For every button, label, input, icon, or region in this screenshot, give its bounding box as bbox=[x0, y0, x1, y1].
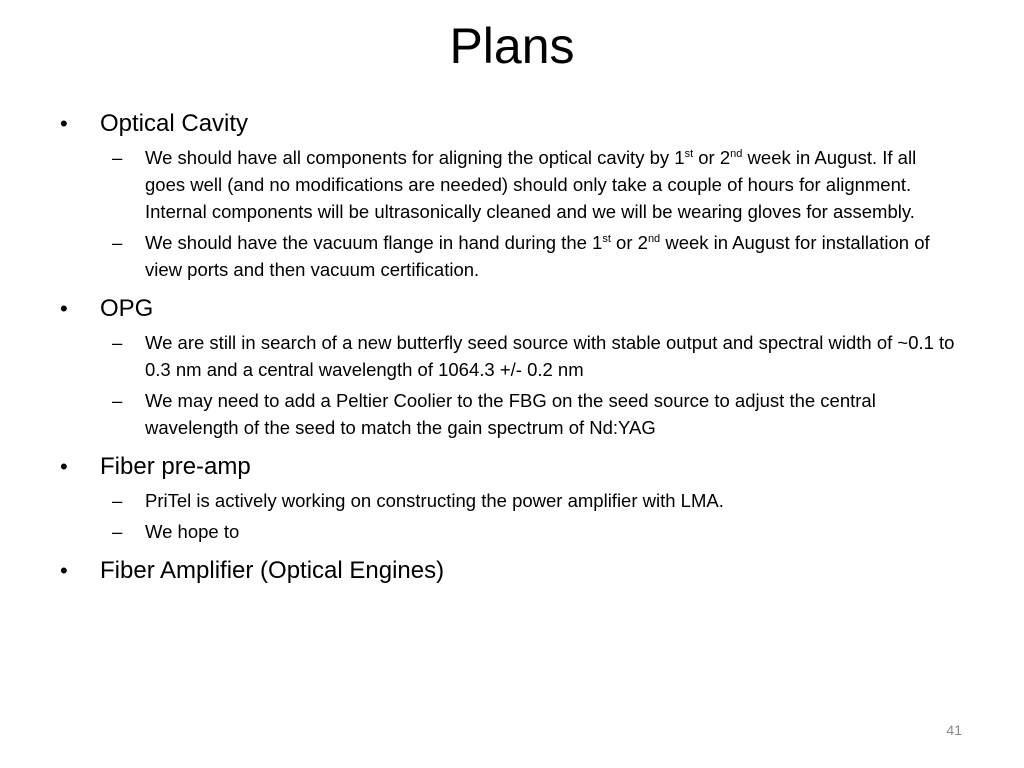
dash-icon: – bbox=[112, 147, 123, 168]
dash-icon: – bbox=[112, 521, 123, 542]
bullet-label: Fiber pre-amp bbox=[100, 453, 251, 480]
bullet-list bbox=[60, 108, 960, 587]
sub-bullet-text: We may need to add a Peltier Coolier to the FBG on the seed source to adjust the central wavelength of the seed to match the gain spectrum of Nd:YAG bbox=[145, 390, 876, 438]
sub-list-opg bbox=[60, 329, 960, 441]
bullet-icon: • bbox=[60, 111, 68, 136]
sub-bullet-text: We should have all components for aligning the optical cavity by 1st or 2nd week in August. If all goes well (and no modifications are needed) should only take a couple of hours for alignment. Internal components will be ultrasonically cleaned and we will be wearing gloves for assembly. bbox=[145, 147, 917, 222]
page-number: 41 bbox=[946, 722, 962, 738]
sub-list-optical-cavity bbox=[60, 144, 960, 283]
sub-bullet-text: We are still in search of a new butterfly seed source with stable output and spectral width of ~0.1 to 0.3 nm and a central wavelength of 1064.3 +/- 0.2 nm bbox=[145, 332, 955, 380]
sub-bullet-text: PriTel is actively working on constructing the power amplifier with LMA. bbox=[145, 490, 724, 511]
sub-bullet-item bbox=[60, 329, 960, 383]
sub-bullet-item bbox=[60, 229, 960, 283]
sub-bullet-text: We should have the vacuum flange in hand during the 1st or 2nd week in August for installation of view ports and then vacuum certification. bbox=[145, 232, 930, 280]
bullet-item-fiber-pre-amp bbox=[60, 451, 960, 483]
dash-icon: – bbox=[112, 232, 123, 253]
bullet-item-fiber-amplifier bbox=[60, 555, 960, 587]
bullet-label: Optical Cavity bbox=[100, 110, 249, 137]
dash-icon: – bbox=[112, 332, 123, 353]
sub-bullet-item bbox=[60, 487, 960, 514]
slide-title: Plans bbox=[449, 18, 575, 74]
bullet-label: Fiber Amplifier (Optical Engines) bbox=[100, 557, 445, 584]
bullet-item-opg bbox=[60, 293, 960, 325]
sub-bullet-item bbox=[60, 144, 960, 225]
sub-bullet-text: We hope to bbox=[145, 521, 240, 542]
bullet-label: OPG bbox=[100, 295, 154, 322]
bullet-icon: • bbox=[60, 558, 68, 583]
dash-icon: – bbox=[112, 390, 123, 411]
bullet-icon: • bbox=[60, 296, 68, 321]
sub-bullet-item bbox=[60, 518, 960, 545]
bullet-icon: • bbox=[60, 454, 68, 479]
bullet-item-optical-cavity bbox=[60, 108, 960, 140]
dash-icon: – bbox=[112, 490, 123, 511]
sub-bullet-item bbox=[60, 387, 960, 441]
sub-list-fiber-pre-amp bbox=[60, 487, 960, 545]
